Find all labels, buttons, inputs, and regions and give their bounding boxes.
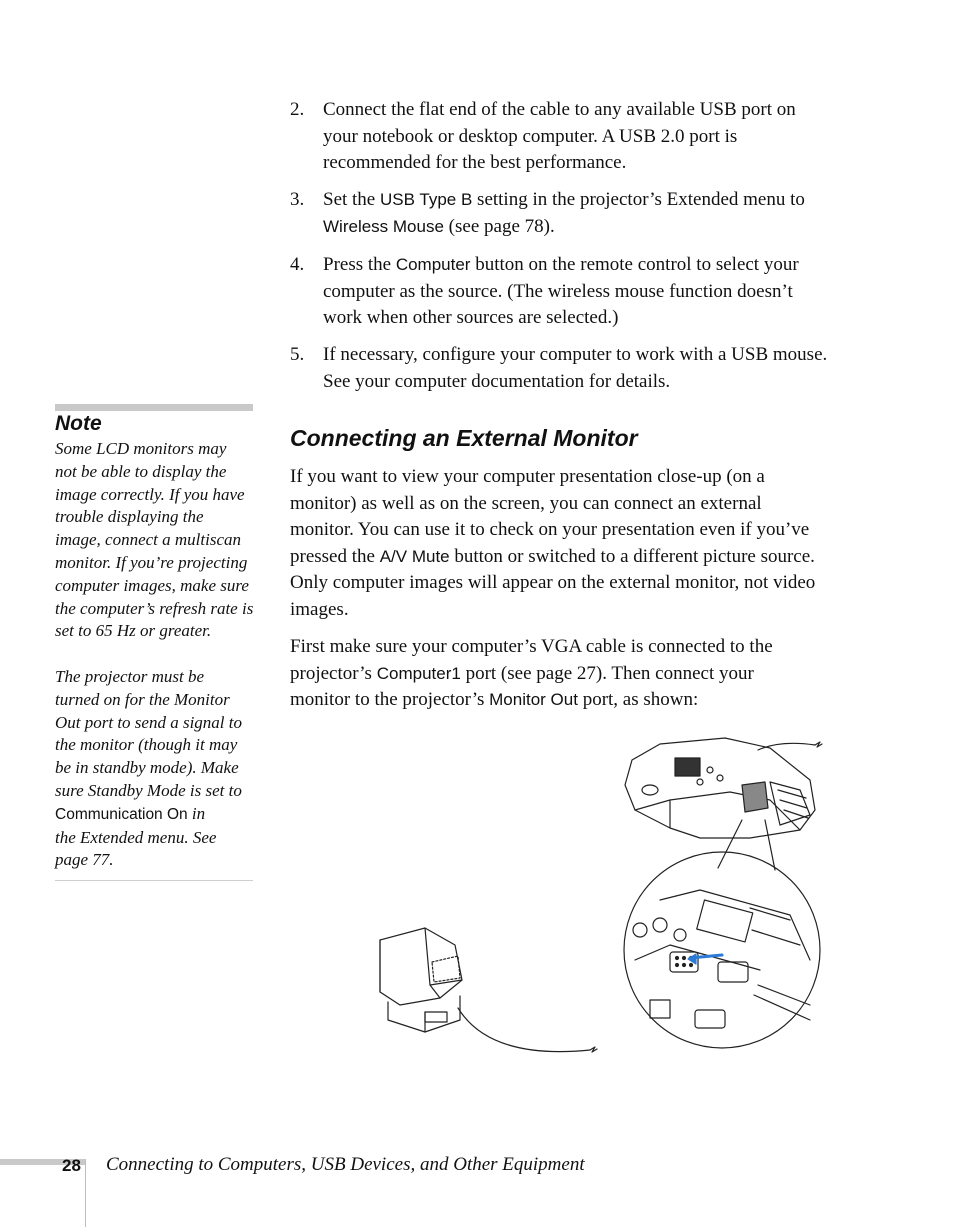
section-paragraph-1: If you want to view your computer presentation close-up (on a monitor) as well as on the screen, you can connect an external monitor. You can use it to check on your presentation even if you’ve pressed the A/V Mute button or switched to a different picture source. Only computer images will appear on the external monitor, not video images. <box>290 466 816 620</box>
port-name: Computer1 <box>376 663 461 683</box>
step-line: Set the USB Type B setting in the projector’s Extended menu to <box>323 189 805 210</box>
footer-divider <box>85 1159 86 1227</box>
button-name: A/V Mute <box>379 546 450 566</box>
port-name: Monitor Out <box>489 690 578 709</box>
step-line: computer as the source. (The wireless mouse function doesn’t <box>323 280 793 302</box>
note-divider <box>55 880 253 881</box>
note-header-bar <box>55 404 253 411</box>
page-number: 28 <box>62 1156 81 1175</box>
section-title: Connecting an External Monitor <box>290 425 638 451</box>
step-line: your notebook or desktop computer. A USB 2.0 port is <box>323 125 738 147</box>
step-line: See your computer documentation for details. <box>323 370 671 392</box>
step-line: Wireless Mouse (see page 78). <box>323 215 555 237</box>
button-name: Computer <box>395 255 471 274</box>
step-number: 4. <box>290 254 305 275</box>
step-line: If necessary, configure your computer to work with a USB mouse. <box>323 344 828 365</box>
step-5 <box>290 342 860 395</box>
menu-setting-value: Communication On <box>55 805 188 823</box>
step-number: 3. <box>290 189 305 210</box>
section-paragraph-2: First make sure your computer’s VGA cable is connected to the projector’s Computer1 port (see page 27). Then connect your monitor to the projector’s Monitor Out port, as shown: <box>290 636 773 710</box>
step-line: work when other sources are selected.) <box>323 307 619 328</box>
running-footer-title: Connecting to Computers, USB Devices, and Other Equipment <box>106 1154 585 1175</box>
step-number: 2. <box>290 99 305 120</box>
step-number: 5. <box>290 344 305 365</box>
step-2 <box>290 97 860 177</box>
menu-setting-value: Wireless Mouse <box>323 216 444 236</box>
external-monitor-illustration <box>380 928 597 1052</box>
note-paragraph-2: The projector must be turned on for the Monitor Out port to send a signal to the monitor (though it may be in standby mode). Make sure Standby Mode is set to Communication On in the Extended menu. See page 77. <box>55 667 243 870</box>
note-title: Note <box>55 412 102 435</box>
menu-setting-name: USB Type B <box>380 190 473 209</box>
step-3 <box>290 187 860 240</box>
projector-illustration <box>625 738 822 838</box>
port-closeup-illustration <box>624 852 820 1048</box>
monitor-connection-illustration <box>370 730 840 1070</box>
step-line: Connect the flat end of the cable to any available USB port on <box>323 99 796 120</box>
note-paragraph-1: Some LCD monitors may not be able to display the image correctly. If you have trouble displaying the image, connect a multiscan monitor. If you’re projecting computer images, make sure the computer’s refresh rate is set to 65 Hz or greater. <box>55 439 254 641</box>
step-4 <box>290 252 860 332</box>
step-line: Press the Computer button on the remote control to select your <box>323 254 799 275</box>
step-line: recommended for the best performance. <box>323 152 627 173</box>
